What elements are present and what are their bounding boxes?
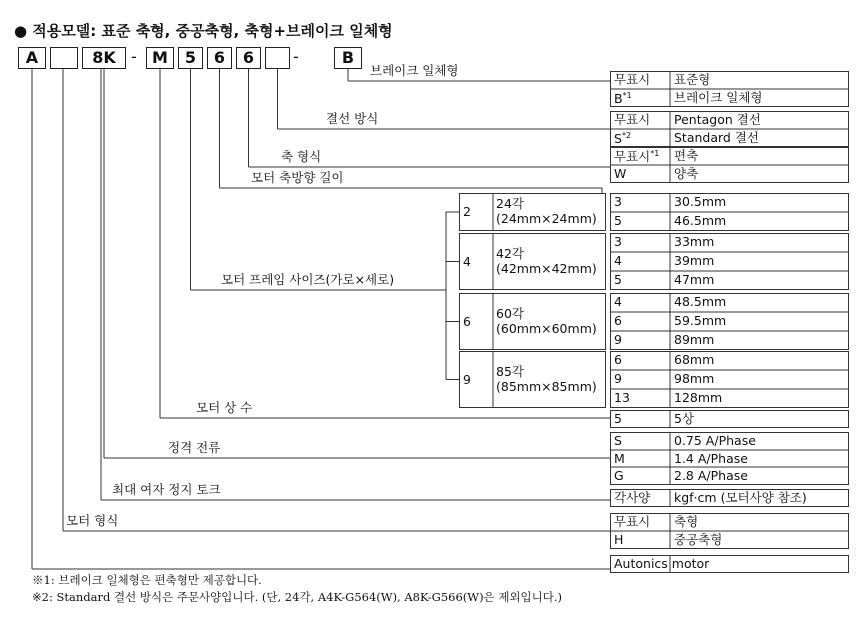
code-dash: -	[293, 47, 299, 66]
option-code: W	[614, 166, 627, 181]
length-value: 46.5mm	[674, 213, 727, 228]
option-description: Standard 결선	[674, 130, 759, 145]
code-box: M	[146, 47, 174, 69]
option-description: 축형	[674, 514, 699, 529]
length-value: 30.5mm	[674, 194, 727, 209]
frame-name: 60각	[496, 305, 524, 321]
frame-name: 85각	[496, 363, 524, 379]
length-table	[610, 351, 849, 408]
option-description: 0.75 A/Phase	[674, 433, 756, 448]
length-table	[610, 233, 849, 290]
length-code: 5	[614, 213, 622, 228]
group-label: 정격 전류	[168, 440, 221, 455]
option-description: kgf·cm (모터사양 참조)	[674, 490, 807, 505]
length-value: 39mm	[674, 253, 715, 268]
frame-size: (85mm×85mm)	[496, 378, 597, 394]
frame-name: 24각	[496, 196, 524, 211]
footnote-1: ※1: 브레이크 일체형은 편축형만 제공합니다.	[32, 573, 262, 587]
code-table-5	[610, 410, 849, 428]
frame-size: (42mm×42mm)	[496, 260, 597, 276]
length-value: 98mm	[674, 371, 715, 386]
option-code: 무표시	[614, 514, 651, 529]
footnote-marker: *2	[621, 131, 632, 140]
option-description: 중공축형	[674, 532, 723, 547]
option-description: 2.8 A/Phase	[674, 468, 748, 483]
option-description: Pentagon 결선	[674, 112, 761, 127]
code-box: A	[18, 47, 46, 69]
page-title: ● 적용모델: 표준 축형, 중공축형, 축형+브레이크 일체형	[14, 22, 393, 40]
group-label: 모터 축방향 길이	[251, 170, 344, 185]
option-code: G	[614, 468, 624, 483]
length-code: 5	[614, 272, 622, 287]
length-code: 4	[614, 253, 622, 268]
option-code: 각사양	[614, 490, 651, 505]
group-label: 결선 방식	[326, 111, 379, 126]
frame-name: 42각	[496, 245, 524, 261]
group-label: 축 형식	[281, 149, 322, 164]
frame-code: 6	[463, 313, 471, 329]
length-value: 59.5mm	[674, 313, 727, 328]
length-value: 33mm	[674, 234, 715, 249]
option-description: 1.4 A/Phase	[674, 451, 748, 466]
length-table	[610, 293, 849, 350]
code-box: B	[334, 47, 362, 69]
option-description: 편축	[674, 148, 699, 163]
option-description: Autonics motor	[614, 556, 710, 571]
frame-code: 9	[463, 371, 471, 387]
length-code: 9	[614, 332, 622, 347]
option-code: M	[614, 451, 625, 466]
option-code: S	[614, 433, 622, 448]
length-code: 3	[614, 234, 622, 249]
length-code: 4	[614, 294, 622, 309]
option-code: $S^{*2}$	[614, 131, 632, 147]
length-code: 3	[614, 194, 622, 209]
code-box: 6	[236, 47, 261, 69]
footnote-2: ※2: Standard 결선 방식은 주문사양입니다. (단, 24각, A4K-G564(W), A8K-G566(W)은 제외입니다.)	[32, 590, 563, 604]
code-box: 5	[178, 47, 203, 69]
length-code: 6	[614, 313, 622, 328]
group-label: 모터 프레임 사이즈(가로×세로)	[221, 272, 395, 287]
option-description: 표준형	[674, 72, 711, 87]
frame-code: 2	[463, 204, 471, 219]
option-code: 5	[614, 411, 622, 426]
length-code: 6	[614, 352, 622, 367]
option-code: $B^{*1}$	[614, 91, 632, 107]
length-value: 48.5mm	[674, 294, 727, 309]
length-value: 47mm	[674, 272, 715, 287]
length-code: 13	[614, 390, 630, 405]
code-box	[50, 47, 78, 69]
option-description: 5상	[674, 411, 695, 426]
length-value: 68mm	[674, 352, 715, 367]
option-code: 무표시	[614, 72, 651, 87]
option-code: 무표시$^{*1}$	[614, 149, 660, 165]
length-value: 89mm	[674, 332, 715, 347]
code-dash: -	[131, 47, 137, 66]
option-code: 무표시	[614, 112, 651, 127]
frame-size: (60mm×60mm)	[496, 320, 597, 336]
option-code: H	[614, 532, 624, 547]
group-label: 브레이크 일체형	[370, 63, 459, 78]
frame-code: 4	[463, 253, 471, 269]
footnote-marker: *1	[622, 91, 632, 100]
group-label: 모터 상 수	[196, 400, 253, 415]
option-description: 브레이크 일체형	[674, 90, 763, 105]
length-table	[610, 193, 849, 231]
length-value: 128mm	[674, 390, 723, 405]
group-label: 모터 형식	[66, 513, 119, 528]
option-description: 양축	[674, 166, 699, 181]
footnote-marker: *1	[650, 149, 660, 158]
code-box: 6	[207, 47, 232, 69]
code-box	[265, 47, 290, 69]
code-box: 8K	[82, 47, 126, 69]
group-label: 최대 여자 정지 토크	[112, 482, 221, 497]
length-code: 9	[614, 371, 622, 386]
frame-size: (24mm×24mm)	[496, 211, 597, 226]
